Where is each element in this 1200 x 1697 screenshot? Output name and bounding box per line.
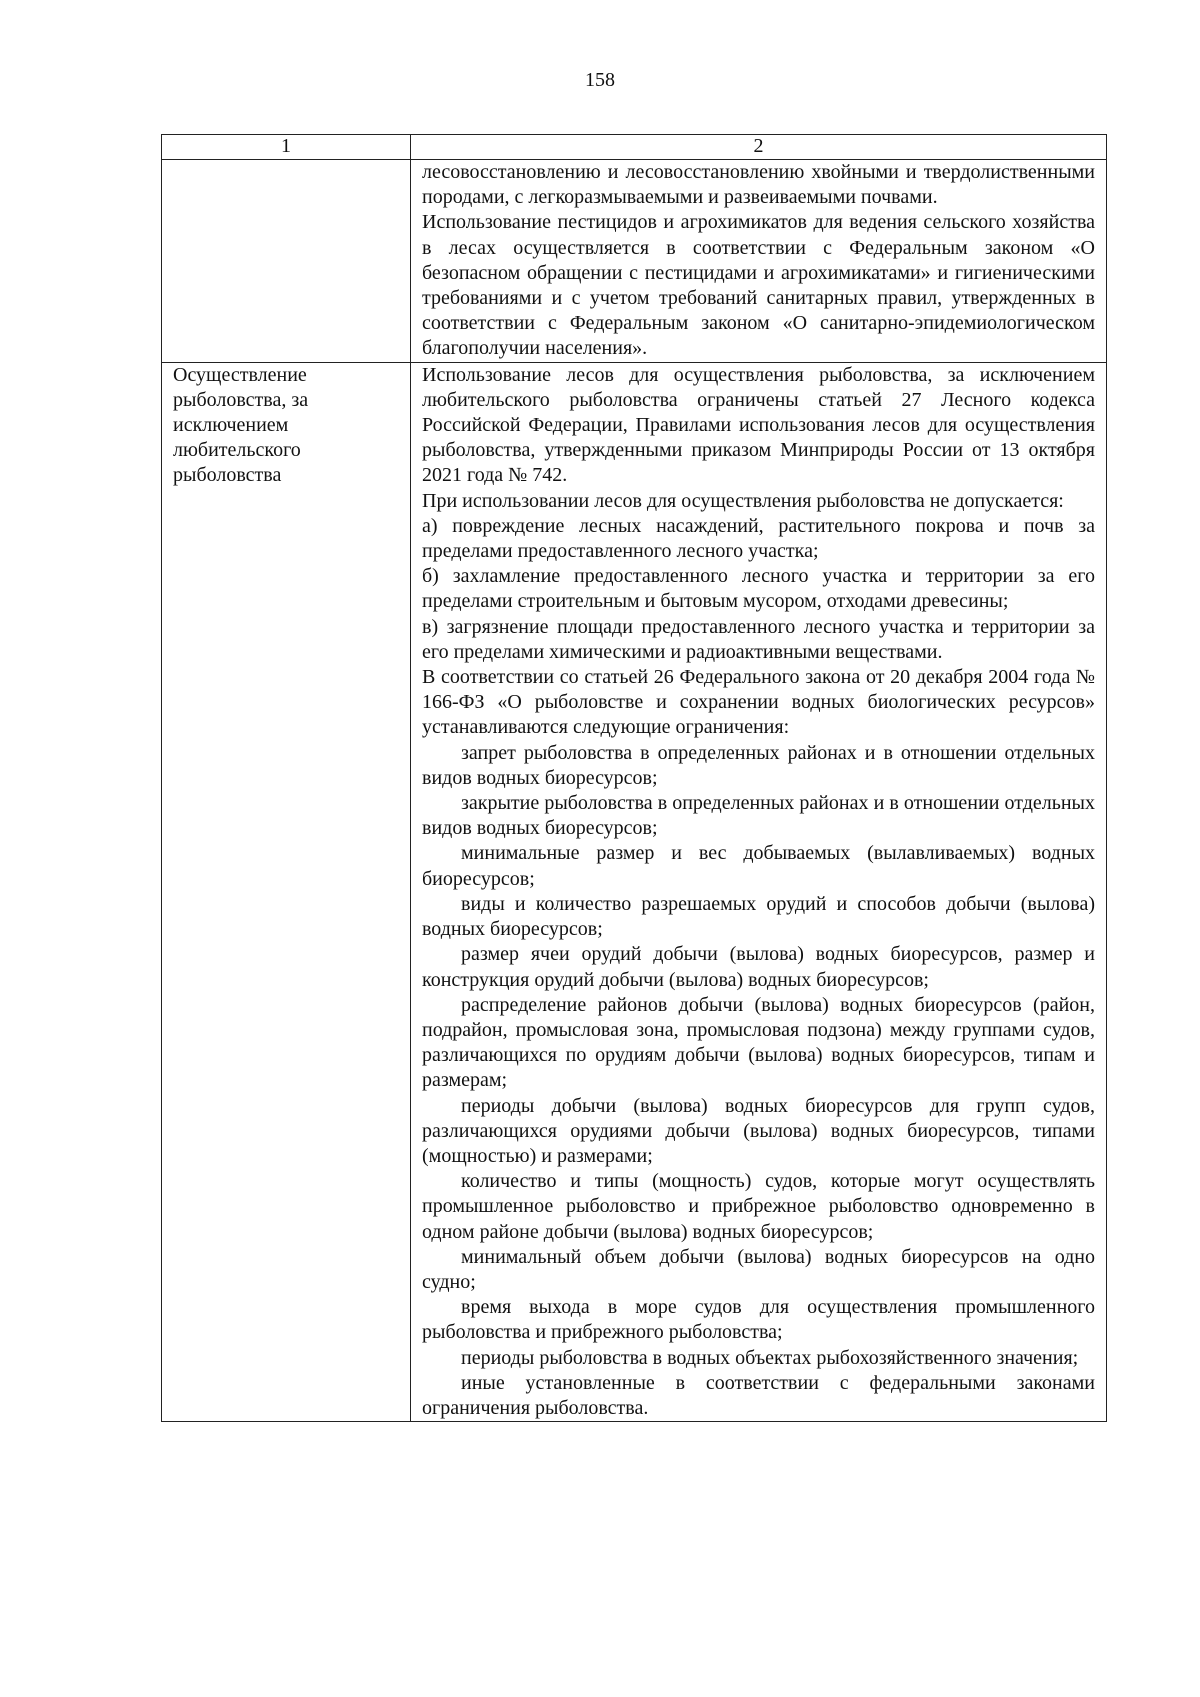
- page-number: 158: [585, 69, 615, 91]
- row-description-cell: [411, 362, 1107, 1422]
- description-paragraph: б) захламление предоставленного лесного участка и территории за его пределами строительным и бытовым мусором, отходами древесины;: [422, 565, 1095, 613]
- row-description-cell: [411, 160, 1107, 363]
- description-paragraph: время выхода в море судов для осуществления промышленного рыболовства и прибрежного рыболовства;: [422, 1296, 1095, 1344]
- description-paragraph: В соответствии со статьей 26 Федерального закона от 20 декабря 2004 года № 166-ФЗ «О рыболовстве и сохранении водных биологических ресурсов» устанавливаются следующие ограничения:: [422, 666, 1095, 739]
- table-row: [162, 362, 1107, 1422]
- description-paragraph: в) загрязнение площади предоставленного лесного участка и территории за его пределами химическими и радиоактивными веществами.: [422, 615, 1095, 663]
- description-paragraph: минимальный объем добычи (вылова) водных биоресурсов на одно судно;: [422, 1245, 1095, 1293]
- description-paragraph: периоды добычи (вылова) водных биоресурсов для групп судов, различающихся орудиями добычи (вылова) водных биоресурсов, типами (мощностью) и размерами;: [422, 1094, 1095, 1167]
- description-paragraph: Использование лесов для осуществления рыболовства, за исключением любительского рыболовства ограничены статьей 27 Лесного кодекса Российской Федерации, Правилами использования лесов для осуществления рыболовства, утвержденными приказом Минприроды России от 13 октября 2021 года № 742.: [422, 363, 1095, 487]
- description-paragraph: виды и количество разрешаемых орудий и способов добычи (вылова) водных биоресурсов;: [422, 892, 1095, 941]
- row-category-cell: Осуществление рыболовства, за исключением любительского рыболовства: [162, 362, 411, 1422]
- description-paragraph: периоды рыболовства в водных объектах рыбохозяйственного значения;: [461, 1346, 1079, 1369]
- table-body: [162, 160, 1107, 1422]
- description-paragraph: иные установленные в соответствии с федеральными законами ограничения рыболовства.: [422, 1371, 1095, 1419]
- description-paragraph: распределение районов добычи (вылова) водных биоресурсов (район, подрайон, промысловая зона, промысловая подзона) между группами судов, различающихся по орудиям добычи (вылова) водных биоресурсов, типам и размерам;: [422, 993, 1095, 1092]
- row-category-cell: [162, 160, 411, 363]
- description-paragraph: количество и типы (мощность) судов, которые могут осуществлять промышленное рыболовство и прибрежное рыболовство одновременно в одном районе добычи (вылова) водных биоресурсов;: [422, 1170, 1095, 1243]
- column-header: 2: [411, 135, 1107, 160]
- description-paragraph: Использование пестицидов и агрохимикатов для ведения сельского хозяйства в лесах осуществляется в соответствии с Федеральным законом «О безопасном обращении с пестицидами и агрохимикатами» и гигиеническими требованиями и с учетом требований санитарных правил, утвержденных в соответствии с Федеральным законом «О санитарно-эпидемиологическом благополучии населения».: [422, 211, 1095, 360]
- description-paragraph: минимальные размер и вес добываемых (вылавливаемых) водных биоресурсов;: [422, 842, 1095, 890]
- description-paragraph: лесовосстановлению и лесовосстановлению хвойными и твердолиственными породами, с легкоразмываемыми и развеиваемыми почвами.: [422, 161, 1095, 209]
- content-table: [161, 134, 1107, 1422]
- description-paragraph: запрет рыболовства в определенных районах и в отношении отдельных видов водных биоресурсов;: [422, 741, 1095, 789]
- table-header-row: [162, 135, 1107, 160]
- description-paragraph: При использовании лесов для осуществления рыболовства не допускается:: [422, 489, 1064, 512]
- description-paragraph: закрытие рыболовства в определенных районах и в отношении отдельных видов водных биоресурсов;: [422, 792, 1095, 840]
- description-paragraph: а) повреждение лесных насаждений, растительного покрова и почв за пределами предоставленного лесного участка;: [422, 514, 1095, 563]
- column-header: 1: [162, 135, 411, 160]
- table-row: [162, 160, 1107, 363]
- description-paragraph: размер ячеи орудий добычи (вылова) водных биоресурсов, размер и конструкция орудий добычи (вылова) водных биоресурсов;: [422, 943, 1095, 991]
